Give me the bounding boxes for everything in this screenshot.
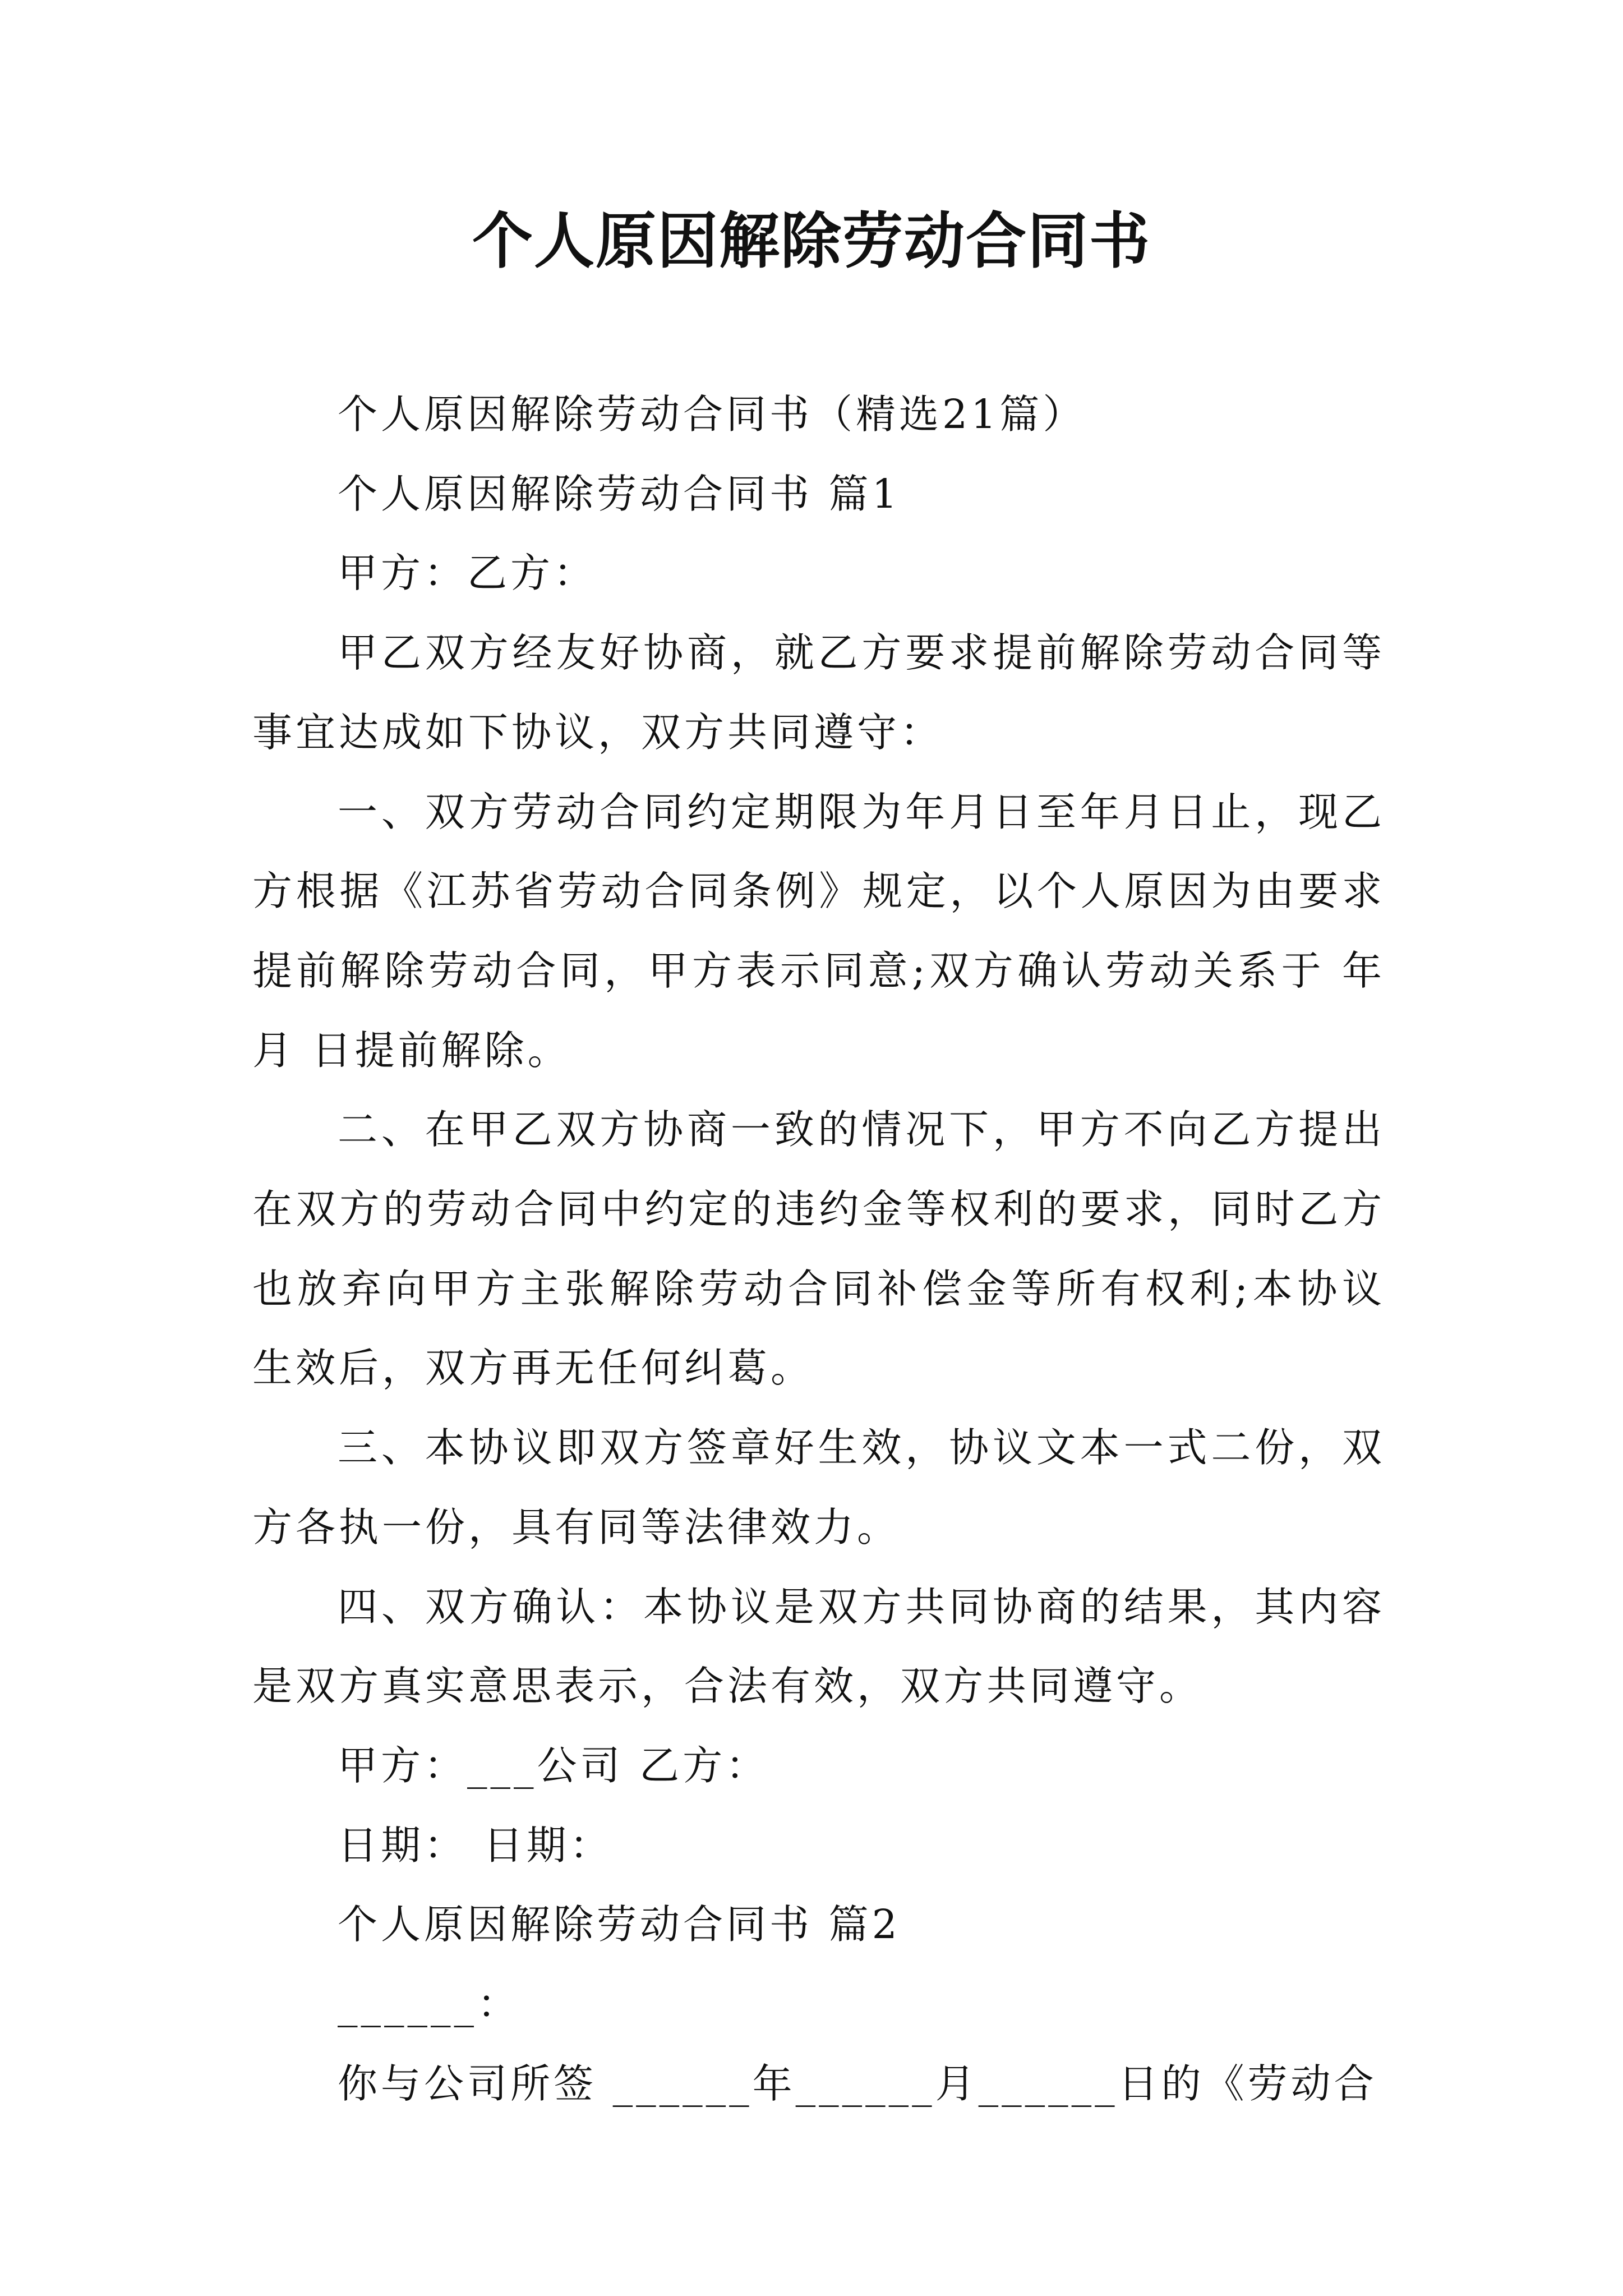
paragraph-clause-4: 四、双方确认：本协议是双方共同协商的结果，其内容是双方真实意思表示，合法有效，双方共同遵守。 bbox=[252, 1583, 1385, 1710]
paragraph-section-2-body: 你与公司所签 ______年______月______日的《劳动合 bbox=[338, 2060, 1377, 2107]
paragraph-clause-3: 三、本协议即双方签章好生效，协议文本一式二份，双方各执一份，具有同等法律效力。 bbox=[252, 1424, 1385, 1550]
paragraph-collection-title: 个人原因解除劳动合同书（精选21篇） bbox=[338, 391, 1086, 438]
paragraph-parties: 甲方：乙方： bbox=[338, 550, 597, 597]
document-title: 个人原因解除劳动合同书 bbox=[472, 206, 1151, 277]
paragraph-intro: 甲乙双方经友好协商，就乙方要求提前解除劳动合同等事宜达成如下协议，双方共同遵守： bbox=[252, 629, 1385, 756]
paragraph-signature-parties: 甲方：___公司 乙方： bbox=[338, 1742, 769, 1789]
paragraph-section-2-heading: 个人原因解除劳动合同书 篇2 bbox=[338, 1901, 901, 1948]
paragraph-section-1-heading: 个人原因解除劳动合同书 篇1 bbox=[338, 470, 901, 517]
paragraph-clause-1: 一、双方劳动合同约定期限为年月日至年月日止，现乙方根据《江苏省劳动合同条例》规定，以个人原因为由要求提前解除劳动合同，甲方表示同意;双方确认劳动关系于 年月 日提前解除。 bbox=[252, 788, 1385, 1074]
paragraph-signature-dates: 日期： 日期： bbox=[338, 1821, 613, 1869]
paragraph-clause-2: 二、在甲乙双方协商一致的情况下，甲方不向乙方提出在双方的劳动合同中约定的违约金等权利的要求，同时乙方也放弃向甲方主张解除劳动合同补偿金等所有权利;本协议生效后，双方再无任何纠葛。 bbox=[252, 1106, 1385, 1392]
paragraph-addressee: ______： bbox=[338, 1981, 521, 2028]
document-body bbox=[252, 375, 1385, 2123]
